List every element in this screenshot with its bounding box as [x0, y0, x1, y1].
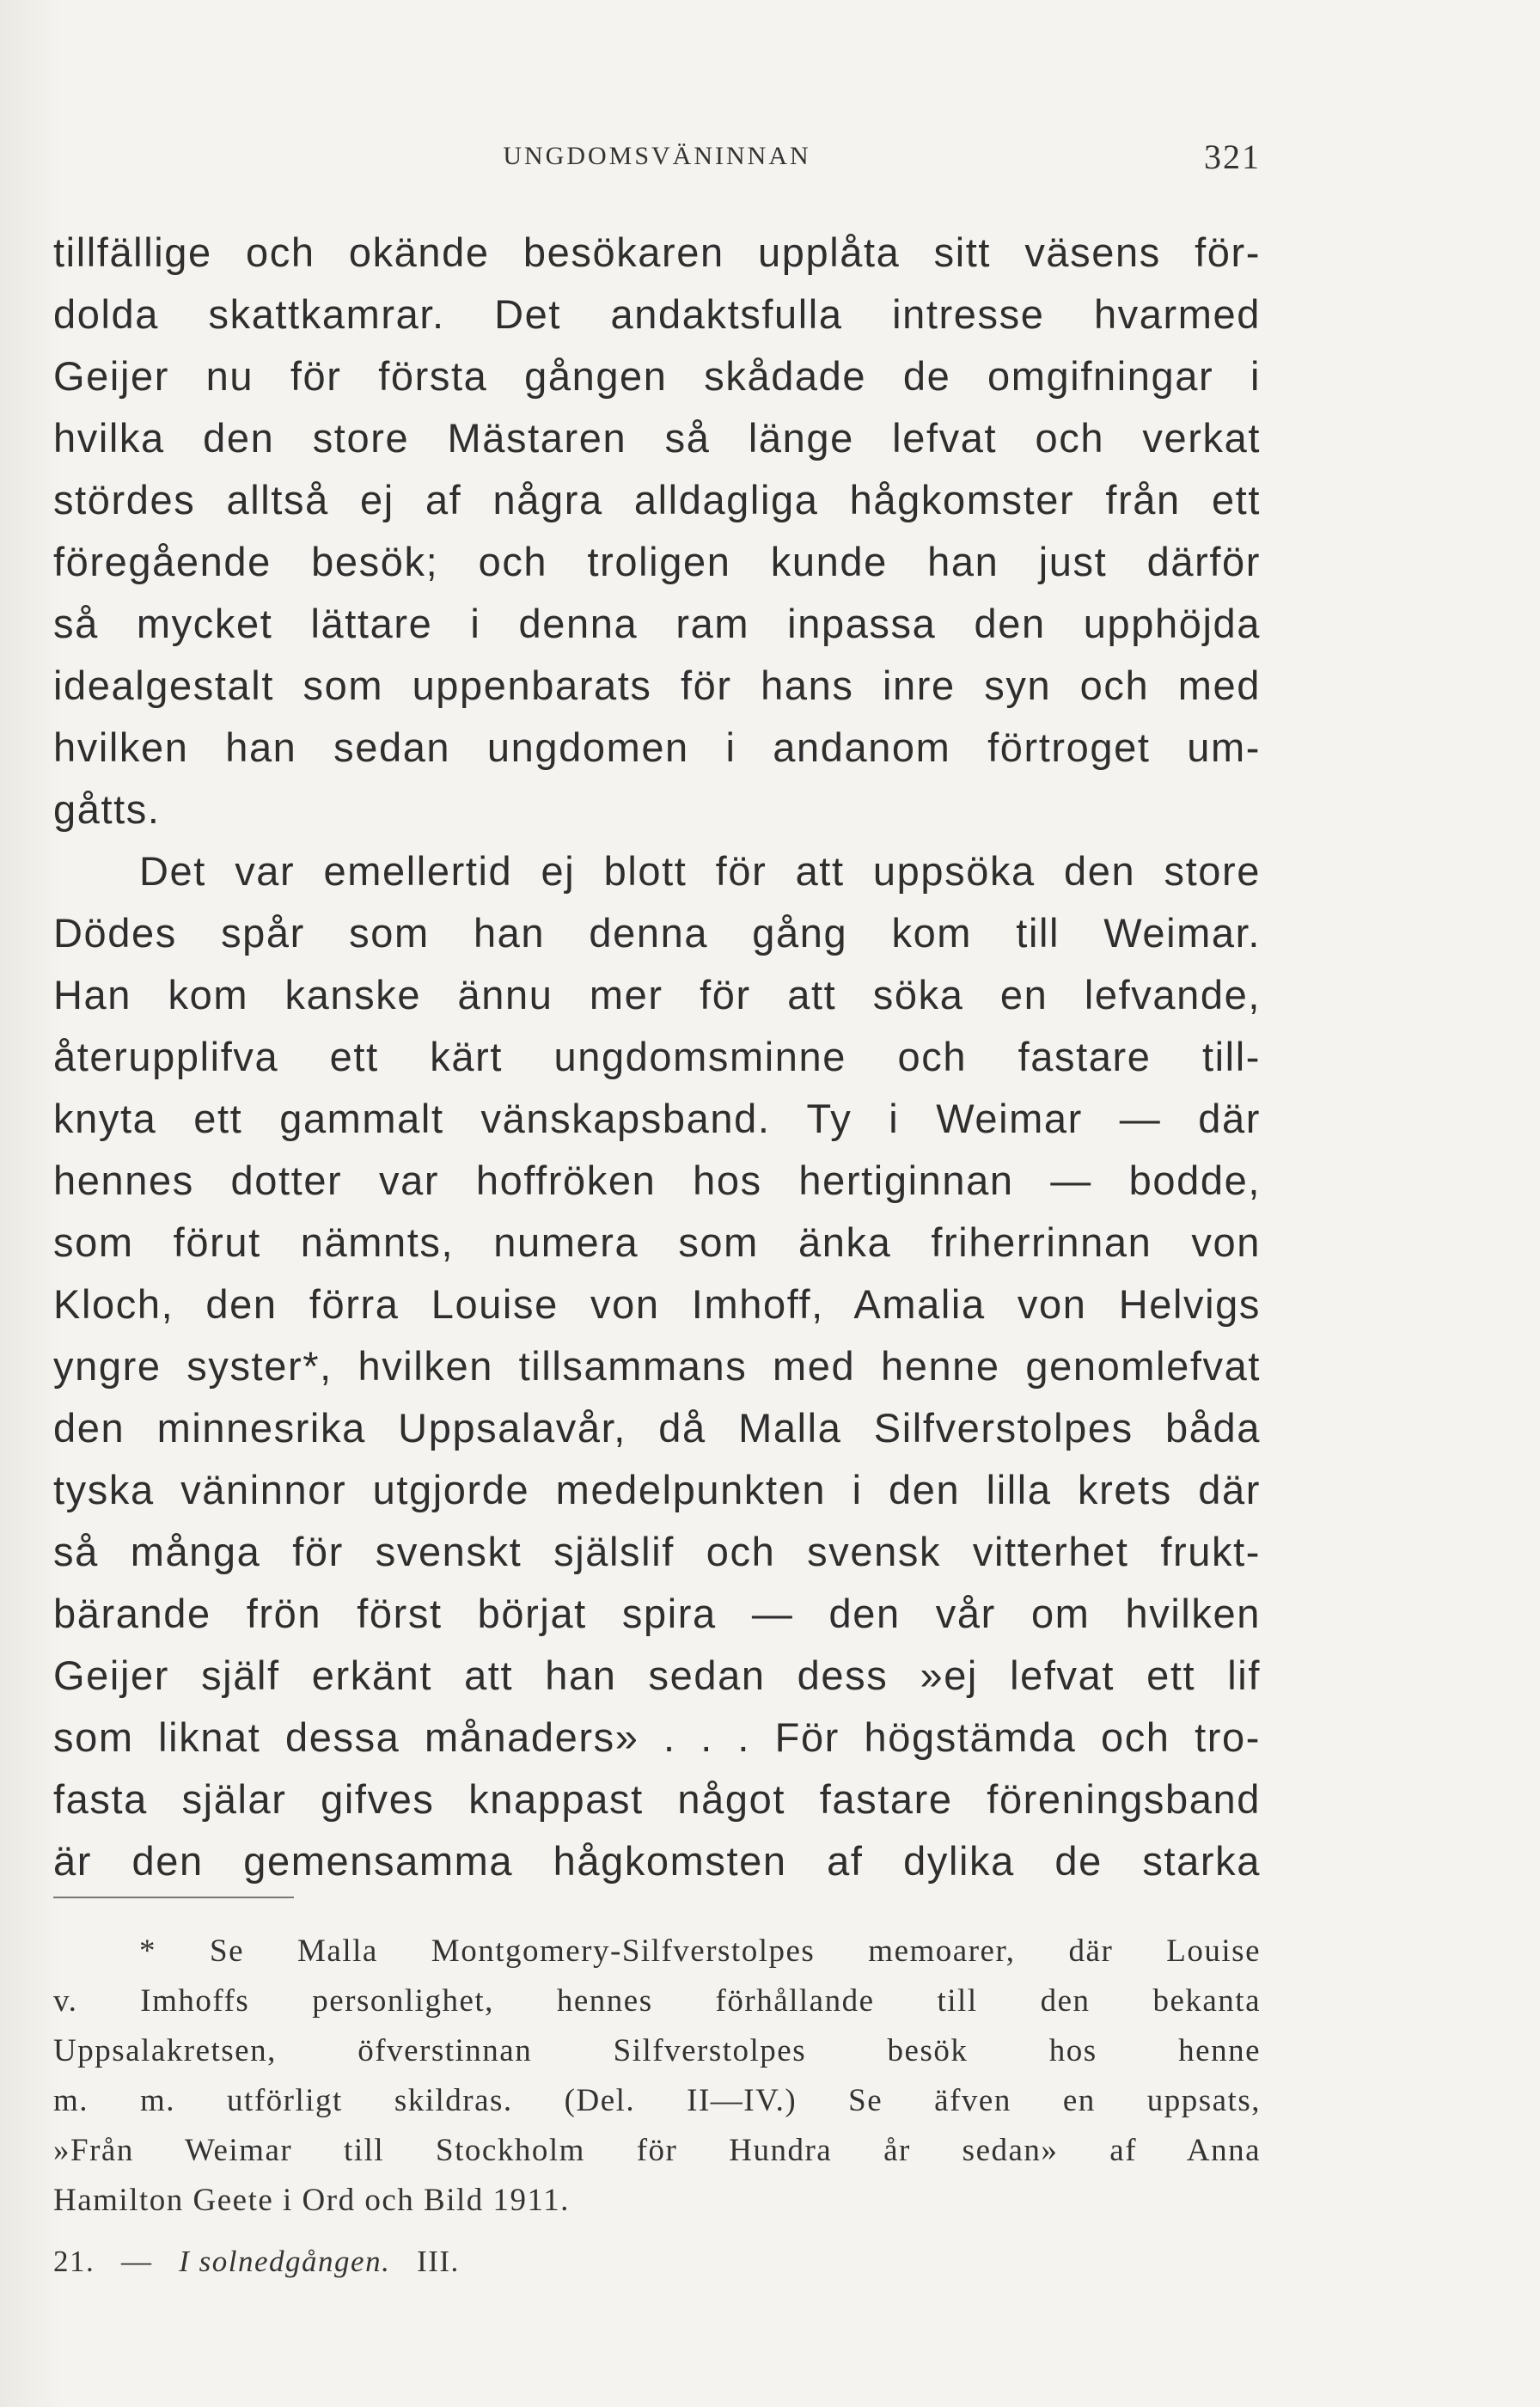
text-line: tillfällige och okände besökaren upplåta sitt väsens för-	[53, 229, 1261, 275]
text-line: hvilka den store Mästaren så länge lefvat och verkat	[53, 415, 1261, 461]
text-line: tyska väninnor utgjorde medelpunkten i den lilla krets där	[53, 1467, 1261, 1512]
footnote-line: »Från Weimar till Stockholm för Hundra år sedan» af Anna	[53, 2133, 1261, 2168]
printer-signature	[53, 2245, 827, 2279]
text-line: återupplifva ett kärt ungdomsminne och fastare till-	[53, 1034, 1261, 1079]
text-line: Geijer nu för första gången skådade de omgifningar i	[53, 353, 1261, 399]
footnote-line: Uppsalakretsen, öfverstinnan Silfverstolpes besök hos henne	[53, 2033, 1261, 2068]
text-line: föregående besök; och troligen kunde han just därför	[53, 539, 1261, 584]
text-line: stördes alltså ej af några alldagliga hågkomster från ett	[53, 477, 1261, 522]
text-line: hvilken han sedan ungdomen i andanom förtroget um-	[53, 724, 1261, 770]
footnote-divider	[53, 1897, 294, 1898]
text-line: Geijer själf erkänt att han sedan dess »ej lefvat ett lif	[53, 1653, 1261, 1698]
text-line: så många för svenskt själslif och svensk vitterhet frukt-	[53, 1529, 1261, 1574]
text-line: hennes dotter var hoffröken hos hertiginnan — bodde,	[53, 1158, 1261, 1203]
page-number: 321	[1204, 137, 1261, 176]
signature-volume: III.	[417, 2245, 460, 2278]
footnote-line: m. m. utförligt skildras. (Del. II—IV.) Se äfven en uppsats,	[53, 2083, 1261, 2118]
text-line: den minnesrika Uppsalavår, då Malla Silfverstolpes båda	[53, 1405, 1261, 1451]
text-line: så mycket lättare i denna ram inpassa den upphöjda	[53, 601, 1261, 646]
page-header	[53, 137, 1261, 193]
text-line: fasta själar gifves knappast något fastare föreningsband	[53, 1776, 1261, 1822]
text-line: knyta ett gammalt vänskapsband. Ty i Weimar — där	[53, 1096, 1261, 1141]
text-line: Kloch, den förra Louise von Imhoff, Amalia von Helvigs	[53, 1281, 1261, 1327]
footnote-line: Hamilton Geete i Ord och Bild 1911.	[53, 2183, 570, 2218]
text-line: Han kom kanske ännu mer för att söka en lefvande,	[53, 972, 1261, 1017]
text-line: som liknat dessa månaders» . . . För högstämda och tro-	[53, 1714, 1261, 1760]
paragraph-start-line: Det var emellertid ej blott för att uppsöka den store	[139, 848, 1261, 894]
text-line: är den gemensamma hågkomsten af dylika de starka	[53, 1838, 1261, 1884]
signature-dash: —	[121, 2245, 153, 2278]
footnote	[53, 1927, 1261, 2226]
text-line: idealgestalt som uppenbarats för hans inre syn och med	[53, 663, 1261, 708]
footnote-line: * Se Malla Montgomery-Silfverstolpes memoarer, där Louise	[139, 1934, 1261, 1969]
text-line: som förut nämnts, numera som änka friherrinnan von	[53, 1219, 1261, 1265]
text-line: Dödes spår som han denna gång kom till Weimar.	[53, 910, 1261, 956]
footnote-line: v. Imhoffs personlighet, hennes förhållande till den bekanta	[53, 1983, 1261, 2019]
text-line: yngre syster*, hvilken tillsammans med henne genomlefvat	[53, 1343, 1261, 1389]
text-line: gåtts.	[53, 786, 161, 832]
text-line: dolda skattkamrar. Det andaktsfulla intresse hvarmed	[53, 291, 1261, 337]
signature-title: I solnedgången.	[179, 2245, 391, 2278]
signature-number: 21.	[53, 2245, 95, 2278]
text-line: bärande frön först börjat spira — den vår om hvilken	[53, 1591, 1261, 1636]
page-gutter-shadow	[0, 0, 60, 2407]
running-head: UNGDOMSVÄNINNAN	[503, 142, 811, 170]
body-text	[53, 222, 1261, 1892]
